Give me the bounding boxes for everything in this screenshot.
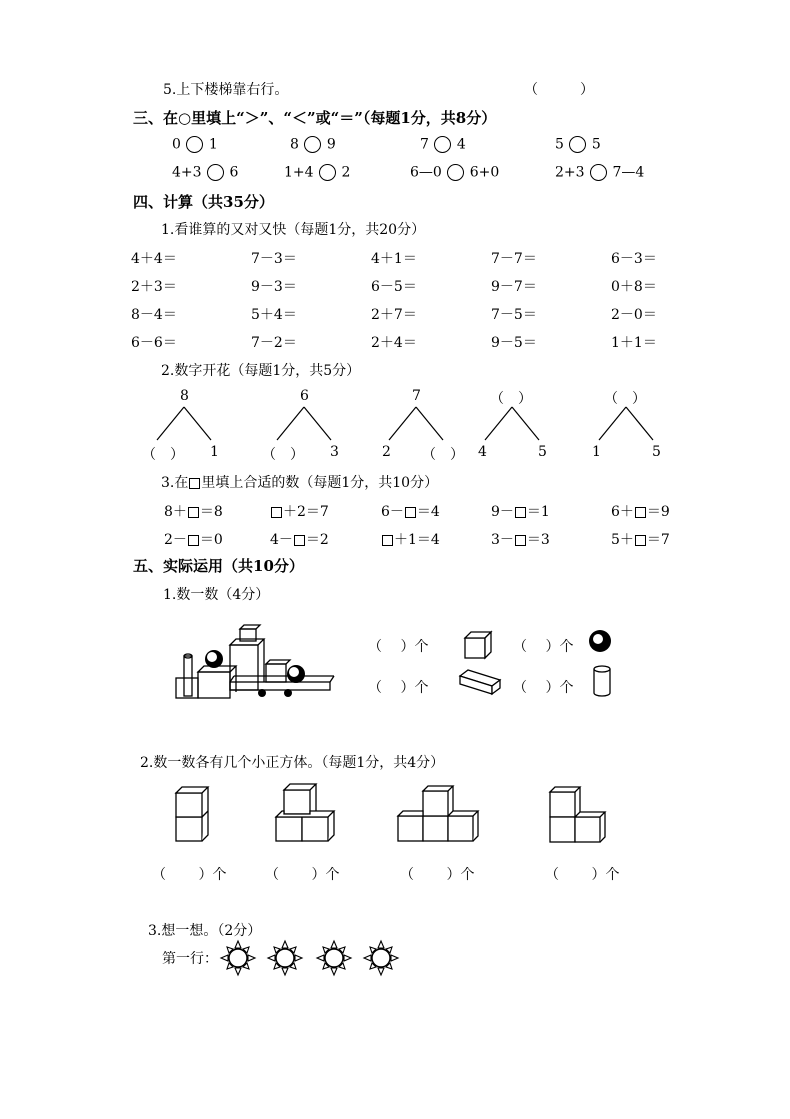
section3-title: 三、在○里填上“＞”、“＜”或“＝”（每题1分，共8分） (133, 109, 497, 127)
count-blank-cuboid[interactable]: （ ）个 (368, 680, 429, 696)
section5-title: 五、实际运用（共10分） (133, 557, 304, 575)
fill-problem (381, 529, 440, 549)
sun-icon-2 (268, 941, 302, 975)
row1-label: 第一行： (162, 951, 218, 967)
flower-branches (591, 405, 661, 441)
compare-left: 0 (172, 136, 181, 153)
fill-box[interactable] (382, 535, 393, 546)
fill-prefix: 9－ (491, 504, 514, 520)
calc-problem[interactable]: 7－3＝ (251, 251, 297, 267)
answer-circle[interactable] (447, 164, 464, 181)
answer-circle[interactable] (434, 136, 451, 153)
compare-item (410, 164, 499, 181)
flower-branches (477, 405, 547, 441)
fill-problem (381, 501, 440, 521)
answer-circle[interactable] (319, 164, 336, 181)
compare-left: 2+3 (555, 164, 585, 181)
fill-problem (611, 529, 670, 549)
compare-right: 2 (341, 164, 351, 181)
calc-problem[interactable]: 9－5＝ (491, 335, 537, 351)
count-blank-cylinder[interactable]: （ ）个 (513, 680, 574, 696)
fill-problem (491, 529, 550, 549)
flower-right: 5 (538, 444, 547, 460)
compare-item (284, 164, 350, 181)
calc-problem[interactable]: 6－6＝ (131, 335, 177, 351)
fill-prefix: 5＋ (611, 532, 634, 548)
compare-left: 5 (555, 136, 564, 153)
compare-left: 6—0 (410, 164, 442, 181)
section4-title: 四、计算（共35分） (133, 193, 274, 211)
fill-prefix: 6－ (381, 504, 404, 520)
flower-right: 3 (330, 444, 339, 460)
calc-title: 1.看谁算的又对又快（每题1分，共20分） (161, 222, 426, 238)
sphere-icon (588, 629, 612, 653)
fill-box[interactable] (188, 535, 199, 546)
calc-problem[interactable]: 9－3＝ (251, 279, 297, 295)
flower-right[interactable]: （ ） (422, 447, 464, 463)
fill-suffix: ＝1 (526, 504, 550, 520)
cuboid-icon (458, 668, 502, 696)
count-blank-cube[interactable]: （ ）个 (368, 639, 429, 655)
think-title: 3.想一想。（2分） (148, 923, 262, 939)
calc-problem[interactable]: 9－7＝ (491, 279, 537, 295)
answer-circle[interactable] (569, 136, 586, 153)
count-blank-sphere[interactable]: （ ）个 (513, 639, 574, 655)
fill-problem (270, 501, 329, 521)
fill-problem (491, 501, 550, 521)
flower-left: 2 (382, 444, 391, 460)
fill-box[interactable] (294, 535, 305, 546)
fill-prefix: 4－ (270, 532, 293, 548)
answer-circle[interactable] (207, 164, 224, 181)
sun-icon-4 (364, 941, 398, 975)
fill-box[interactable] (515, 535, 526, 546)
flower-branches (381, 405, 451, 441)
cubes-blank-4[interactable]: （ ）个 (545, 867, 620, 883)
fill-prefix: 2－ (164, 532, 187, 548)
fill-box[interactable] (405, 507, 416, 518)
compare-right: 7—4 (612, 164, 645, 181)
flower-branches (269, 405, 339, 441)
calc-problem[interactable]: 2＋3＝ (131, 279, 177, 295)
fill-suffix: ＝2 (305, 532, 329, 548)
count-title: 1.数一数（4分） (163, 587, 270, 603)
sun-row (218, 938, 408, 978)
fill-suffix: ＝4 (416, 504, 440, 520)
toy-scene-figure (170, 620, 340, 700)
answer-circle[interactable] (186, 136, 203, 153)
calc-problem[interactable]: 4＋1＝ (371, 251, 417, 267)
flower-left[interactable]: （ ） (142, 447, 184, 463)
flower-left: 4 (478, 444, 487, 460)
compare-item (555, 164, 644, 181)
calc-problem[interactable]: 2＋7＝ (371, 307, 417, 323)
compare-item (555, 136, 601, 153)
cube-stack-1 (176, 787, 208, 841)
item5-text: 5.上下楼梯靠右行。 (163, 82, 289, 98)
fill-prefix: 6＋ (611, 504, 634, 520)
compare-right: 1 (208, 136, 218, 153)
cylinder-icon (591, 664, 613, 698)
compare-left: 4+3 (172, 164, 202, 181)
answer-circle[interactable] (304, 136, 321, 153)
fill-suffix: ＝7 (646, 532, 670, 548)
flower-top: 8 (180, 388, 189, 404)
fill-suffix: ＋2＝7 (283, 504, 329, 520)
flower-top[interactable]: （ ） (604, 391, 646, 407)
box-icon (189, 478, 200, 489)
fill-box[interactable] (188, 507, 199, 518)
item5-answer[interactable]: （ ） (524, 82, 594, 98)
small-cubes-figures (160, 780, 640, 850)
compare-item (172, 164, 238, 181)
calc-problem[interactable]: 6－3＝ (611, 251, 657, 267)
calc-problem[interactable]: 0＋8＝ (611, 279, 657, 295)
sun-icon-1 (221, 941, 255, 975)
fill-title-a: 3.在 里填上合适的数（每题1分，共10分） (161, 475, 439, 491)
compare-item (420, 136, 466, 153)
cubes-blank-1[interactable]: （ ）个 (152, 867, 227, 883)
flower-top: 6 (300, 388, 309, 404)
fill-box[interactable] (635, 535, 646, 546)
fill-box[interactable] (635, 507, 646, 518)
calc-problem[interactable]: 7－2＝ (251, 335, 297, 351)
cubes-blank-3[interactable]: （ ）个 (400, 867, 475, 883)
fill-suffix: ＝8 (199, 504, 223, 520)
flower-right: 5 (652, 444, 661, 460)
fill-prefix: 3－ (491, 532, 514, 548)
fill-box[interactable] (515, 507, 526, 518)
fill-prefix: 8＋ (164, 504, 187, 520)
sun-icon-3 (317, 941, 351, 975)
compare-item (290, 136, 336, 153)
compare-right: 5 (591, 136, 601, 153)
compare-right: 9 (326, 136, 336, 153)
calc-problem[interactable]: 5＋4＝ (251, 307, 297, 323)
fill-problem (611, 501, 670, 521)
flower-top: 7 (412, 388, 421, 404)
calc-problem[interactable]: 6－5＝ (371, 279, 417, 295)
fill-suffix: ＝3 (526, 532, 550, 548)
compare-left: 8 (290, 136, 299, 153)
flower-title: 2.数字开花（每题1分，共5分） (161, 363, 361, 379)
fill-problem (164, 529, 223, 549)
fill-suffix: ＋1＝4 (394, 532, 440, 548)
calc-problem[interactable]: 4＋4＝ (131, 251, 177, 267)
compare-right: 6 (229, 164, 239, 181)
calc-problem[interactable]: 2＋4＝ (371, 335, 417, 351)
calc-problem[interactable]: 2－0＝ (611, 307, 657, 323)
flower-branches (149, 405, 219, 441)
cubes-title: 2.数一数各有几个小正方体。（每题1分，共4分） (140, 755, 445, 771)
flower-left: 1 (592, 444, 601, 460)
compare-right: 6+0 (469, 164, 500, 181)
flower-top[interactable]: （ ） (490, 391, 532, 407)
fill-suffix: ＝9 (646, 504, 670, 520)
flower-right: 1 (210, 444, 219, 460)
compare-item (172, 136, 218, 153)
calc-problem[interactable]: 8－4＝ (131, 307, 177, 323)
compare-right: 4 (456, 136, 466, 153)
cubes-blank-2[interactable]: （ ）个 (265, 867, 340, 883)
calc-problem[interactable]: 7－5＝ (491, 307, 537, 323)
fill-suffix: ＝0 (199, 532, 223, 548)
cube-icon (463, 630, 493, 660)
fill-box[interactable] (271, 507, 282, 518)
fill-problem (164, 501, 223, 521)
answer-circle[interactable] (590, 164, 607, 181)
fill-problem (270, 529, 329, 549)
compare-left: 7 (420, 136, 429, 153)
calc-problem[interactable]: 1＋1＝ (611, 335, 657, 351)
fill-title (161, 472, 438, 492)
calc-problem[interactable]: 7－7＝ (491, 251, 537, 267)
flower-left[interactable]: （ ） (262, 447, 304, 463)
compare-left: 1+4 (284, 164, 314, 181)
